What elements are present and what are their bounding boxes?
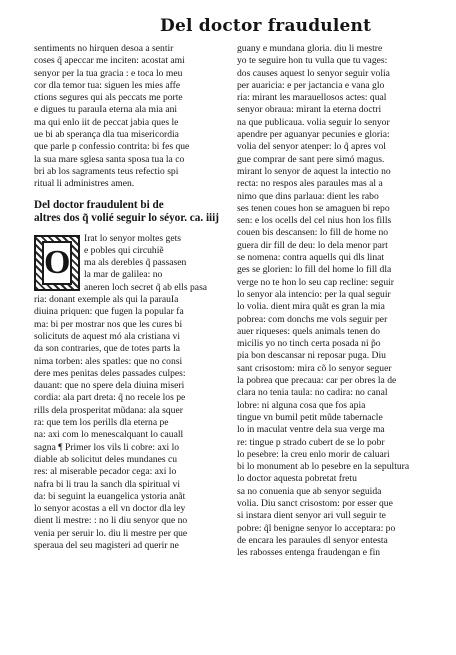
left-column-body-text (34, 294, 232, 552)
text-line: diuina priquen: que fugen la popular fa (34, 306, 184, 318)
text-line: sagna ¶ Primer los vils li cobre: axi lo (34, 441, 180, 453)
text-line: cordia: ala part dreta: q̃ no recele los pe (34, 392, 186, 404)
text-line: coses q̃ apeccar me inciten: acostat ami (34, 55, 185, 67)
text-line: solicituts de aquest mó ala cristiana vi (34, 330, 181, 342)
chapter-heading (34, 199, 232, 225)
text-line: senyor obraua: mirant la eterna doctri (237, 104, 382, 116)
text-line: Irat lo senyor moltes gets (84, 232, 181, 244)
text-line: la mar de galilea: no (84, 269, 163, 281)
text-line: nima torben: ales spatles: que no consi (34, 355, 183, 367)
text-line: re: tingue p strado cubert de se lo pobr (237, 436, 385, 448)
text-line: ritual li administres amen. (34, 178, 135, 190)
text-line: dauant: que no spere dela diuina miseri (34, 380, 185, 392)
text-line: dere mes penitas deles passades culpes: (34, 367, 186, 379)
text-line: yo te seguire hon tu vulla que tu vages: (237, 55, 388, 67)
text-line: aneren loch secret q̃ ab ells pasa (84, 281, 208, 293)
text-line: na que publicaua. volia seguir lo senyor (237, 116, 390, 128)
text-line: dos causes aquest lo senyor seguir volia (237, 67, 390, 79)
text-line: ue bi ab sperança dla tua misericordia (34, 129, 179, 141)
text-line: lo pesebre: la creu enlo morir de caluari (237, 448, 390, 460)
text-line: recta: no respos ales paraules mas al a (237, 178, 383, 190)
text-line: lo senyor acostas a ell vn doctor dla ley (34, 503, 186, 515)
text-line: apendre per aguanyar pecunies e gloria: (237, 129, 390, 141)
text-line: da son contraries, que de totes parts la (34, 343, 180, 355)
text-line: lo volia. dient mira quãt es gran la mia (237, 301, 385, 313)
text-line: lo in maculat ventre dela sua verge ma (237, 424, 385, 436)
text-line: ma: bi per mostrar nos que les cures bi (34, 318, 183, 330)
text-line: ses tenen coues hon se amaguen bi repo (237, 202, 390, 214)
text-line: ctions segures qui als peccats me porte (34, 92, 183, 104)
text-line: bri ab los sagraments teus refectio spi (34, 165, 179, 177)
text-line: res: al miserable pecador cega: axi lo (34, 466, 177, 478)
text-line: venia per seruir lo. diu li mestre per que (34, 527, 188, 539)
initial-letter: O (42, 241, 72, 285)
text-line: rills dela prosperitat mũdana: ala squer (34, 404, 183, 416)
text-line: si instara dient senyor ari vull seguir te (237, 510, 386, 522)
text-line: nimo que dins parlaua: dient les rabo (237, 190, 379, 202)
text-line: pia bon descansar ni reposar puga. Diu (237, 350, 386, 362)
text-line: gue comprar de sant pere simó magus. (237, 153, 385, 165)
text-line: les rabosses entenga fraudengan e fin (237, 547, 381, 559)
text-line: pobrea: com donchs me vols seguir per (237, 313, 388, 325)
heading-line: Del doctor fraudulent bi de (34, 198, 164, 211)
text-line: verge no te hon lo seu cap recline: seguir (237, 276, 394, 288)
left-column (34, 43, 232, 552)
text-line: lobre: ni alguna cosa que fos apia (237, 399, 366, 411)
text-line: ma als derebles q̃ passasen (84, 257, 187, 269)
text-line: e digues tu parauIa eterna ala mia ani (34, 104, 178, 116)
text-line: volia del senyor atenper: lo q̃ apres vol (237, 141, 386, 153)
text-line: lo senyor ala intencio: per la qual seguir (237, 288, 391, 300)
text-line: tingue vn bumil petit mũde tabernacle (237, 411, 383, 423)
text-line: que parle p confessio contrita: bi fes que (34, 141, 190, 153)
decorated-initial (34, 235, 80, 291)
text-line: ma qui enlo iit de peccat jabia ques le (34, 116, 179, 128)
heading-line: altres dos q̃ volié seguir lo séyor. ca. iiij (34, 211, 220, 224)
text-line: da: bi seguint la euangelica ystoria anãt (34, 490, 186, 502)
text-line: dient li mestre: : no li diu senyor que no (34, 515, 188, 527)
text-line: la pobrea que precaua: car per obres la de (237, 375, 397, 387)
text-line: cor dla temor tua: siguen les mies affe (34, 79, 181, 91)
text-line: couen bis descansen: lo fill de home no (237, 227, 389, 239)
text-line: ria: mirant les marauellosos actes: qual (237, 92, 387, 104)
text-line: pobre: q̃l benigne senyor lo acceptara: po (237, 522, 396, 534)
text-line: ges se glorien: lo fill del home lo fill dla (237, 264, 392, 276)
text-line: ra: que tem los perills dla eterna pe (34, 417, 169, 429)
running-head: Del doctor fraudulent (160, 16, 372, 36)
text-line: de encara les paraules dl senyor entesta (237, 534, 388, 546)
text-line: guera dir fill de deu: lo dela menor part (237, 239, 388, 251)
left-column-top-text (34, 43, 232, 191)
text-line: ria: donant exemple als qui la parauIa (34, 294, 179, 306)
text-line: mirant lo senyor de aquest la intectio no (237, 165, 391, 177)
right-column (237, 43, 437, 559)
text-line: per auaricia: e per jactancia e vana glo (237, 79, 385, 91)
text-line: sentiments no hirquen desoa a sentir (34, 43, 174, 54)
text-line: diable ab solicitut deles mundanes cu (34, 453, 178, 465)
text-line: bi lo monument ab lo pesebre en la sepultura (237, 461, 410, 473)
initial-block (34, 233, 232, 294)
text-line: lo doctor aquesta pobretat fretu (237, 473, 357, 485)
text-line: volia. Diu sanct crisostom: por esser que (237, 497, 393, 509)
text-line: micilis yo no tinch certa posada ni p̃o (237, 338, 381, 350)
text-line: la sua mare sglesa santa sposa tua la co (34, 153, 185, 165)
text-line: sa no conuenia que ab senyor seguida (237, 485, 382, 497)
text-line: e pobles qui circuhiẽ (84, 244, 164, 256)
text-line: sen: e los ocells del cel nius hon los fills (237, 215, 392, 227)
text-line: se nomena: contra aquells qui dls linat (237, 252, 385, 264)
text-line: auer riqueses: quels animals tenen do (237, 325, 381, 337)
text-line: senyor per la tua gracia : e toca lo meu (34, 67, 183, 79)
text-line: clara no tenia taula: no cadira: no canal (237, 387, 388, 399)
text-line: na: axi com lo menescalquant lo cauall (34, 429, 184, 441)
text-line: nafra bi li trau la sanch dla spiritual vi (34, 478, 180, 490)
text-line: speraua del seu magisteri ad querir ne (34, 539, 179, 551)
text-line: sant crisostom: mira cõ lo senyor seguer (237, 362, 392, 374)
text-line: guany e mundana gloria. diu li mestre (237, 43, 383, 54)
